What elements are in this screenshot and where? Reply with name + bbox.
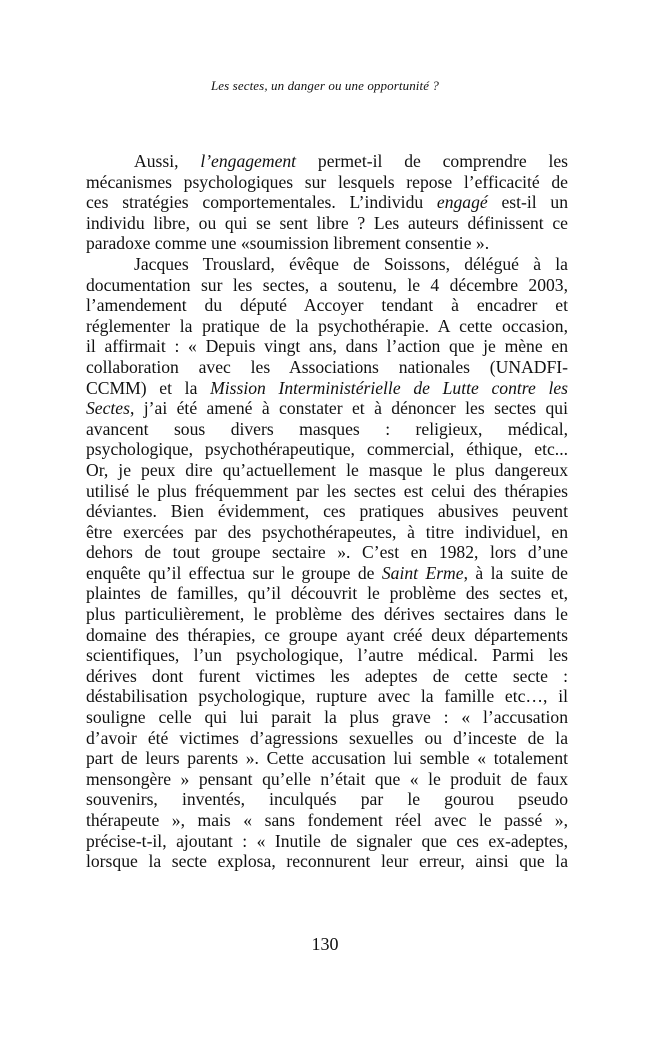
text-line xyxy=(86,789,568,810)
text-run: documentation sur les sectes, a soutenu, le 4 décembre 2003, xyxy=(86,274,568,295)
text-line xyxy=(86,213,568,234)
text-run: individu libre, ou qui se sent libre ? Les auteurs définissent ce xyxy=(86,212,568,233)
page-number: 130 xyxy=(311,934,339,954)
text-line xyxy=(86,172,568,193)
italic-text: Saint Erme xyxy=(381,562,464,583)
text-line xyxy=(86,522,568,543)
body-text xyxy=(86,151,568,872)
text-run: paradoxe comme une «soumission librement consentie ». xyxy=(86,233,490,254)
text-run: être exercées par des psychothérapeutes, à titre individuel, en xyxy=(86,521,568,542)
text-line xyxy=(86,686,568,707)
text-line xyxy=(86,439,568,460)
text-run: avancent sous divers masques : religieux, médical, xyxy=(86,418,568,439)
text-line xyxy=(86,151,568,172)
italic-text: l’engagement xyxy=(200,151,297,171)
text-run: souvenirs, inventés, inculqués par le gourou pseudo xyxy=(86,789,568,810)
text-line xyxy=(86,378,568,399)
text-line xyxy=(86,233,568,254)
italic-text: engagé xyxy=(436,192,488,213)
text-line xyxy=(86,831,568,852)
text-run: est-il un xyxy=(487,192,568,213)
text-run: il affirmait : « Depuis vingt ans, dans l’action que je mène en xyxy=(86,336,568,357)
paragraph xyxy=(86,254,568,872)
text-run: l’amendement du député Accoyer tendant à encadrer et xyxy=(86,295,568,316)
text-line xyxy=(86,336,568,357)
text-run: ces stratégies comportementales. L’individu xyxy=(86,192,437,213)
text-run: dehors de tout groupe sectaire ». C’est en 1982, lors d’une xyxy=(86,542,568,563)
text-line xyxy=(86,481,568,502)
text-run: mécanismes psychologiques sur lesquels repose l’efficacité de xyxy=(86,171,568,192)
text-line xyxy=(86,851,568,872)
text-run: précise-t-il, ajoutant : « Inutile de signaler que ces ex-adeptes, xyxy=(86,830,568,851)
text-run: CCMM) et la xyxy=(86,377,211,398)
text-run: domaine des thérapies, ce groupe ayant créé deux départements xyxy=(86,624,568,645)
text-run: souligne celle qui lui parait la plus grave : « l’accusation xyxy=(86,707,568,728)
text-run: lorsque la secte explosa, reconnurent leur erreur, ainsi que la xyxy=(86,851,568,872)
text-run: réglementer la pratique de la psychothérapie. A cette occasion, xyxy=(86,315,568,336)
text-run: plaintes de familles, qu’il découvrit le problème des sectes et, xyxy=(86,583,568,604)
text-run: Aussi, xyxy=(134,151,201,171)
text-run: thérapeute », mais « sans fondement réel avec le passé », xyxy=(86,810,568,830)
text-run: enquête qu’il effectua sur le groupe de xyxy=(86,562,382,583)
text-run: collaboration avec les Associations nationales (UNADFI- xyxy=(86,356,568,377)
text-run: scientifiques, l’un psychologique, l’autre médical. Parmi les xyxy=(86,645,568,666)
text-run: permet-il de comprendre les xyxy=(296,151,568,171)
text-run: psychologique, psychothérapeutique, commercial, éthique, etc... xyxy=(86,439,568,460)
text-line xyxy=(86,357,568,378)
text-run: , à la suite de xyxy=(463,562,568,583)
text-line xyxy=(86,460,568,481)
text-line xyxy=(86,645,568,666)
text-run: part de leurs parents ». Cette accusation lui semble « totalement xyxy=(86,748,568,769)
text-run: mensongère » pensant qu’elle n’était que « le produit de faux xyxy=(86,768,568,789)
text-line xyxy=(86,192,568,213)
text-line xyxy=(86,275,568,296)
text-line xyxy=(86,707,568,728)
text-line xyxy=(86,810,568,831)
text-line xyxy=(86,625,568,646)
text-run: utilisé le plus fréquemment par les sectes est celui des thérapies xyxy=(86,480,568,501)
text-run: dérives dont furent victimes les adeptes de cette secte : xyxy=(86,665,568,686)
text-run: Jacques Trouslard, évêque de Soissons, délégué à la xyxy=(134,253,568,274)
text-run: déstabilisation psychologique, rupture avec la famille etc…, il xyxy=(86,686,568,707)
text-line xyxy=(86,254,568,275)
text-line xyxy=(86,542,568,563)
text-line xyxy=(86,398,568,419)
text-run: déviantes. Bien évidemment, ces pratiques abusives peuvent xyxy=(86,501,568,522)
text-line xyxy=(86,419,568,440)
text-run: d’avoir été victimes d’agressions sexuelles ou d’inceste de la xyxy=(86,727,568,748)
text-line xyxy=(86,295,568,316)
text-line xyxy=(86,501,568,522)
text-line xyxy=(86,769,568,790)
text-line xyxy=(86,728,568,749)
text-line xyxy=(86,604,568,625)
text-run: Or, je peux dire qu’actuellement le masque le plus dangereux xyxy=(86,459,568,480)
text-line xyxy=(86,748,568,769)
text-run: , j’ai été amené à constater et à dénoncer les sectes qui xyxy=(129,398,568,419)
running-header: Les sectes, un danger ou une opportunité ? xyxy=(210,78,440,93)
paragraph xyxy=(86,151,568,254)
text-line xyxy=(86,563,568,584)
italic-text: Sectes xyxy=(86,398,130,419)
italic-text: Mission Interministérielle de Lutte contre les xyxy=(210,377,568,398)
text-run: plus particulièrement, le problème des dérives sectaires dans le xyxy=(86,604,568,625)
text-line xyxy=(86,666,568,687)
text-line xyxy=(86,316,568,337)
text-line xyxy=(86,583,568,604)
